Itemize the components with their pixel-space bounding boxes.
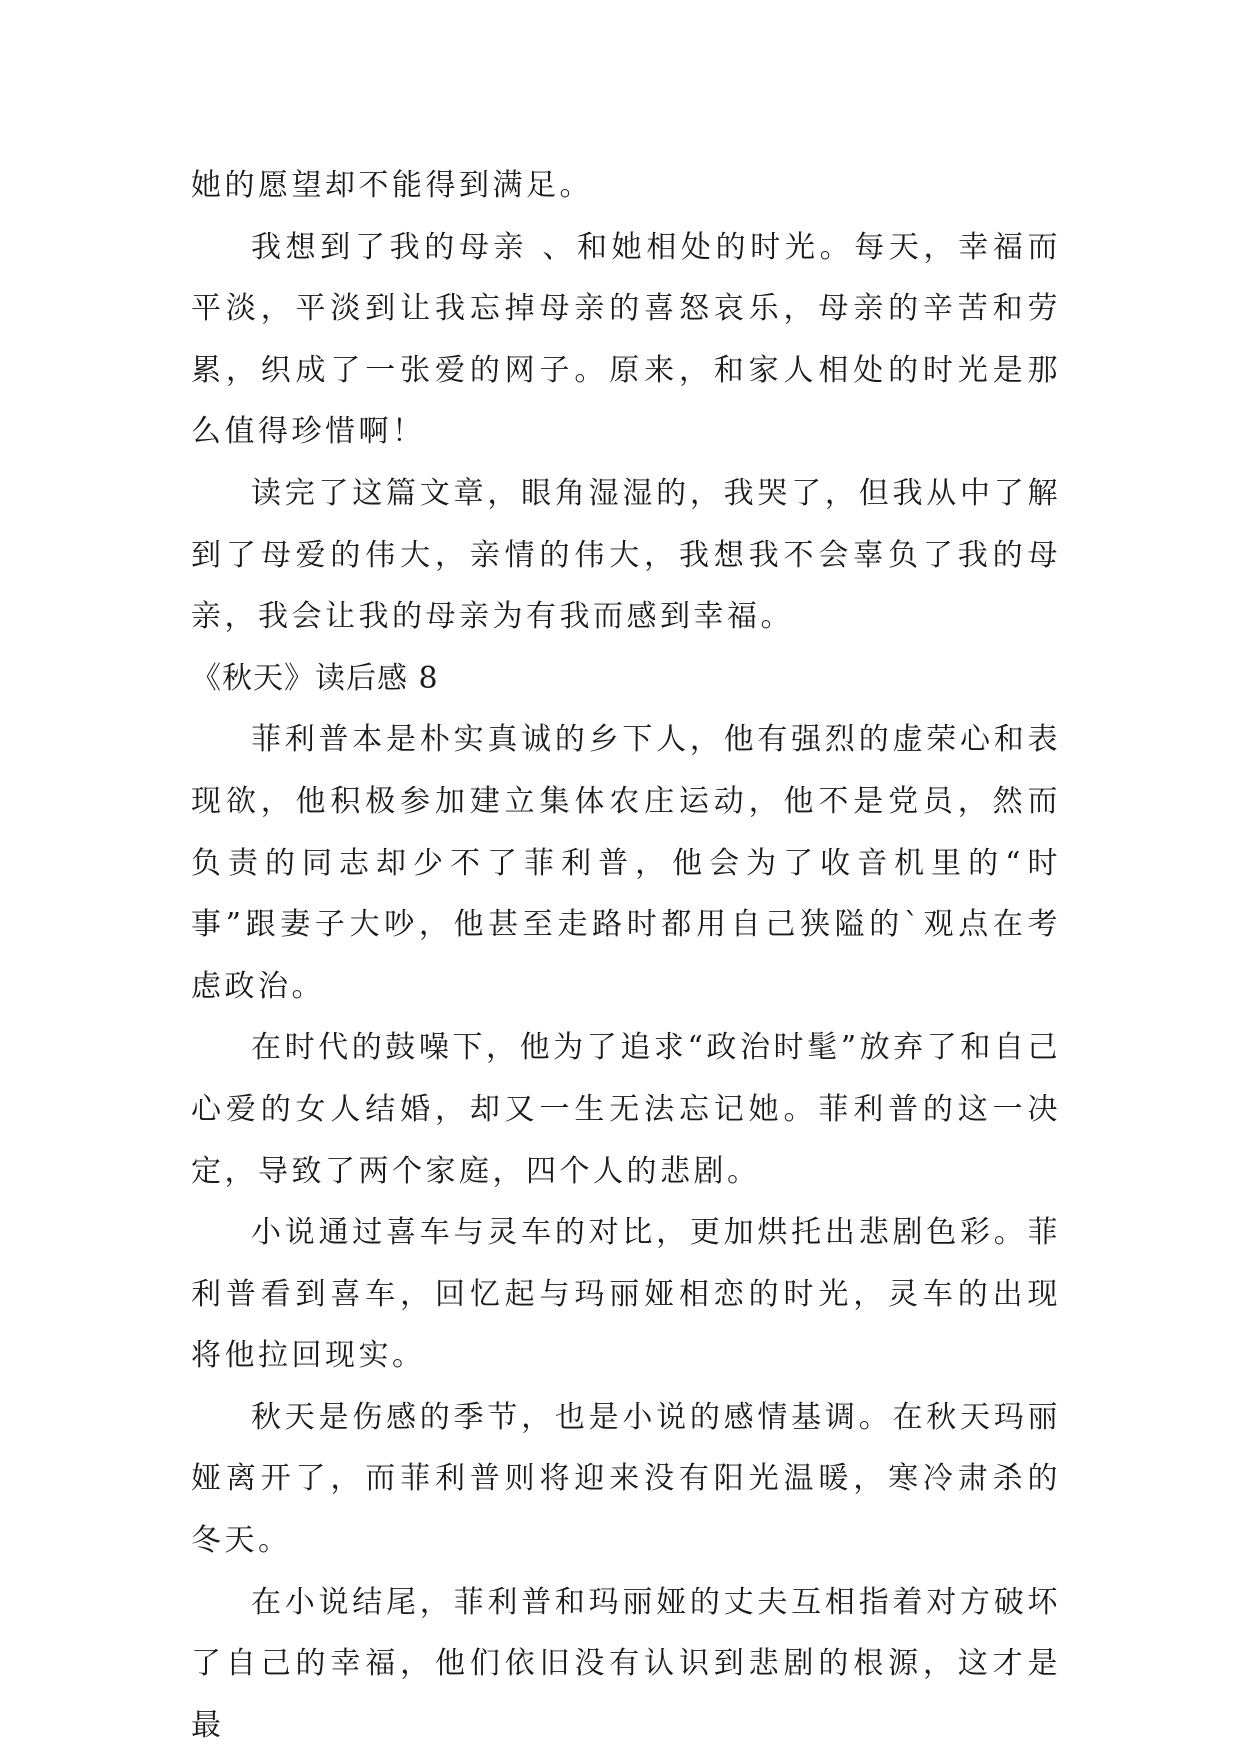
paragraph: 我想到了我的母亲 、和她相处的时光。每天，幸福而平淡，平淡到让我忘掉母亲的喜怒哀乐，母亲的辛苦和劳累，织成了一张爱的网子。原来，和家人相处的时光是那么值得珍惜啊！	[191, 229, 1061, 450]
paragraph: 在时代的鼓噪下，他为了追求“政治时髦”放弃了和自己心爱的女人结婚，却又一生无法忘记她。菲利普的这一决定，导致了两个家庭，四个人的悲剧。	[191, 1030, 1061, 1189]
paragraph: 菲利普本是朴实真诚的乡下人，他有强烈的虚荣心和表现欲，他积极参加建立集体农庄运动，他不是党员，然而负责的同志却少不了菲利普，他会为了收音机里的“时事”跟妻子大吵，他甚至走路时都用自己狭隘的`观点在考虑政治。	[191, 722, 1061, 1004]
paragraph: 在小说结尾，菲利普和玛丽娅的丈夫互相指着对方破坏了自己的幸福，他们依旧没有认识到悲剧的根源，这才是最	[191, 1584, 1061, 1743]
paragraph: 小说通过喜车与灵车的对比，更加烘托出悲剧色彩。菲利普看到喜车，回忆起与玛丽娅相恋的时光，灵车的出现将他拉回现实。	[191, 1215, 1061, 1374]
paragraph: 读完了这篇文章，眼角湿湿的，我哭了，但我从中了解到了母爱的伟大，亲情的伟大，我想我不会辜负了我的母亲，我会让我的母亲为有我而感到幸福。	[191, 475, 1061, 635]
section-heading: 《秋天》读后感 8	[191, 660, 439, 696]
paragraph-continued: 她的愿望却不能得到满足。	[191, 168, 593, 203]
paragraph: 秋天是伤感的季节，也是小说的感情基调。在秋天玛丽娅离开了，而菲利普则将迎来没有阳光温暖，寒冷肃杀的冬天。	[191, 1399, 1061, 1559]
body-text	[191, 155, 1061, 1756]
